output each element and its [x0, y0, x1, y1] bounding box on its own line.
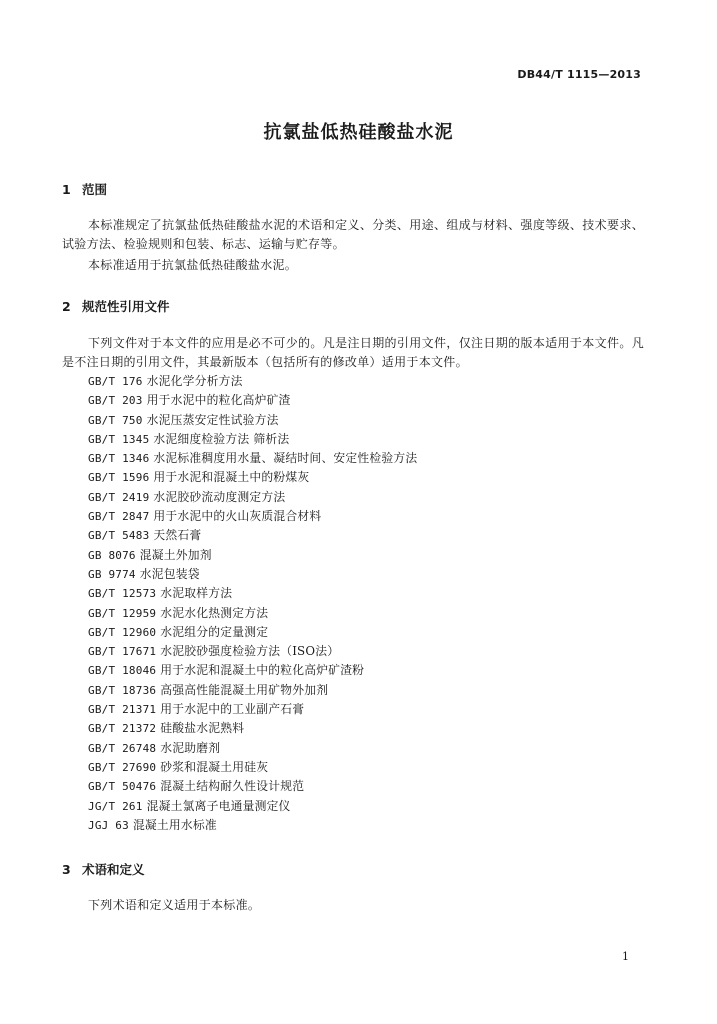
- reference-code: GB/T 1345: [88, 432, 150, 446]
- section-number: 1: [62, 182, 71, 197]
- reference-code: GB/T 5483: [88, 529, 150, 543]
- reference-item: [88, 739, 417, 758]
- reference-item: [88, 797, 417, 816]
- document-title: 抗氯盐低热硅酸盐水泥: [263, 122, 454, 143]
- section-title: 术语和定义: [82, 862, 145, 877]
- section-title: 规范性引用文件: [82, 299, 170, 314]
- reference-item: [88, 430, 417, 449]
- reference-title: 水泥组分的定量测定: [160, 624, 269, 639]
- reference-title: 水泥取样方法: [160, 586, 233, 601]
- reference-title: 用于水泥和混凝土中的粉煤灰: [153, 470, 310, 485]
- reference-item: [88, 623, 417, 642]
- page-number: 1: [622, 950, 629, 963]
- reference-code: GB/T 27690: [88, 760, 157, 774]
- reference-item: [88, 468, 417, 487]
- reference-code: GB/T 18046: [88, 664, 157, 678]
- reference-code: JG/T 261: [88, 799, 143, 813]
- section-2-paragraph-1: 下列文件对于本文件的应用是必不可少的。凡是注日期的引用文件，仅注日期的版本适用于本文件。凡是不注日期的引用文件，其最新版本（包括所有的修改单）适用于本文件。: [62, 336, 644, 369]
- reference-code: GB/T 203: [88, 394, 143, 408]
- reference-item: [88, 449, 417, 468]
- reference-title: 用于水泥中的火山灰质混合材料: [153, 509, 322, 524]
- reference-code: GB 8076: [88, 548, 136, 562]
- reference-item: [88, 411, 417, 430]
- reference-item: [88, 372, 417, 391]
- reference-item: [88, 584, 417, 603]
- reference-code: GB/T 1346: [88, 452, 150, 466]
- reference-item: [88, 661, 417, 680]
- reference-item: [88, 642, 417, 661]
- section-number: 2: [62, 299, 71, 314]
- reference-item: [88, 546, 417, 565]
- reference-code: GB 9774: [88, 567, 136, 581]
- reference-code: GB/T 12573: [88, 587, 157, 601]
- reference-title: 用于水泥中的工业副产石膏: [160, 702, 305, 717]
- reference-title: 水泥助磨剂: [160, 740, 221, 755]
- section-number: 3: [62, 862, 71, 877]
- reference-title: 水泥水化热测定方法: [160, 605, 269, 620]
- reference-item: [88, 777, 417, 796]
- reference-title: 混凝土外加剂: [139, 547, 212, 562]
- section-title: 范围: [82, 182, 108, 197]
- reference-item: [88, 526, 417, 545]
- reference-code: GB/T 26748: [88, 741, 157, 755]
- normative-reference-list: [88, 372, 417, 835]
- reference-title: 水泥胶砂流动度测定方法: [153, 489, 286, 504]
- section-1-paragraph-1: 本标准规定了抗氯盐低热硅酸盐水泥的术语和定义、分类、用途、组成与材料、强度等级、技术要求、试验方法、检验规则和包装、标志、运输与贮存等。: [62, 218, 644, 251]
- reference-code: GB/T 2847: [88, 510, 150, 524]
- reference-item: [88, 565, 417, 584]
- section-2-heading: [62, 297, 170, 315]
- reference-code: GB/T 18736: [88, 683, 157, 697]
- reference-title: 水泥细度检验方法 筛析法: [153, 431, 290, 446]
- reference-item: [88, 507, 417, 526]
- section-3-paragraph-1: 下列术语和定义适用于本标准。: [88, 898, 261, 912]
- reference-code: GB/T 1596: [88, 471, 150, 485]
- section-3-heading: [62, 860, 145, 878]
- reference-code: GB/T 50476: [88, 780, 157, 794]
- reference-item: [88, 391, 417, 410]
- reference-title: 天然石膏: [153, 528, 202, 543]
- reference-title: 水泥化学分析方法: [146, 374, 243, 388]
- reference-title: 混凝土用水标准: [132, 817, 217, 832]
- reference-title: 用于水泥和混凝土中的粒化高炉矿渣粉: [160, 663, 365, 678]
- reference-code: GB/T 21372: [88, 722, 157, 736]
- reference-title: 硅酸盐水泥熟料: [160, 721, 245, 736]
- reference-code: GB/T 17671: [88, 645, 157, 659]
- reference-code: GB/T 750: [88, 413, 143, 427]
- reference-code: GB/T 21371: [88, 703, 157, 717]
- reference-item: [88, 488, 417, 507]
- reference-title: 混凝土结构耐久性设计规范: [160, 779, 305, 794]
- section-1-heading: [62, 180, 107, 198]
- reference-code: JGJ 63: [88, 818, 129, 832]
- reference-title: 水泥包装袋: [139, 566, 200, 581]
- reference-code: GB/T 12959: [88, 606, 157, 620]
- reference-title: 水泥胶砂强度检验方法（ISO法）: [160, 644, 340, 659]
- reference-title: 高强高性能混凝土用矿物外加剂: [160, 682, 329, 697]
- reference-title: 砂浆和混凝土用硅灰: [160, 759, 269, 774]
- standard-code: DB44/T 1115—2013: [517, 68, 641, 81]
- reference-title: 混凝土氯离子电通量测定仪: [146, 798, 291, 813]
- reference-item: [88, 758, 417, 777]
- reference-item: [88, 719, 417, 738]
- reference-code: GB/T 2419: [88, 490, 150, 504]
- reference-code: GB/T 12960: [88, 625, 157, 639]
- reference-title: 用于水泥中的粒化高炉矿渣: [146, 393, 291, 408]
- reference-item: [88, 604, 417, 623]
- reference-item: [88, 700, 417, 719]
- reference-title: 水泥压蒸安定性试验方法: [146, 412, 279, 427]
- reference-title: 水泥标准稠度用水量、凝结时间、安定性检验方法: [153, 451, 418, 466]
- section-1-paragraph-2: 本标准适用于抗氯盐低热硅酸盐水泥。: [88, 258, 298, 272]
- reference-item: [88, 816, 417, 835]
- reference-item: [88, 681, 417, 700]
- reference-code: GB/T 176: [88, 375, 143, 388]
